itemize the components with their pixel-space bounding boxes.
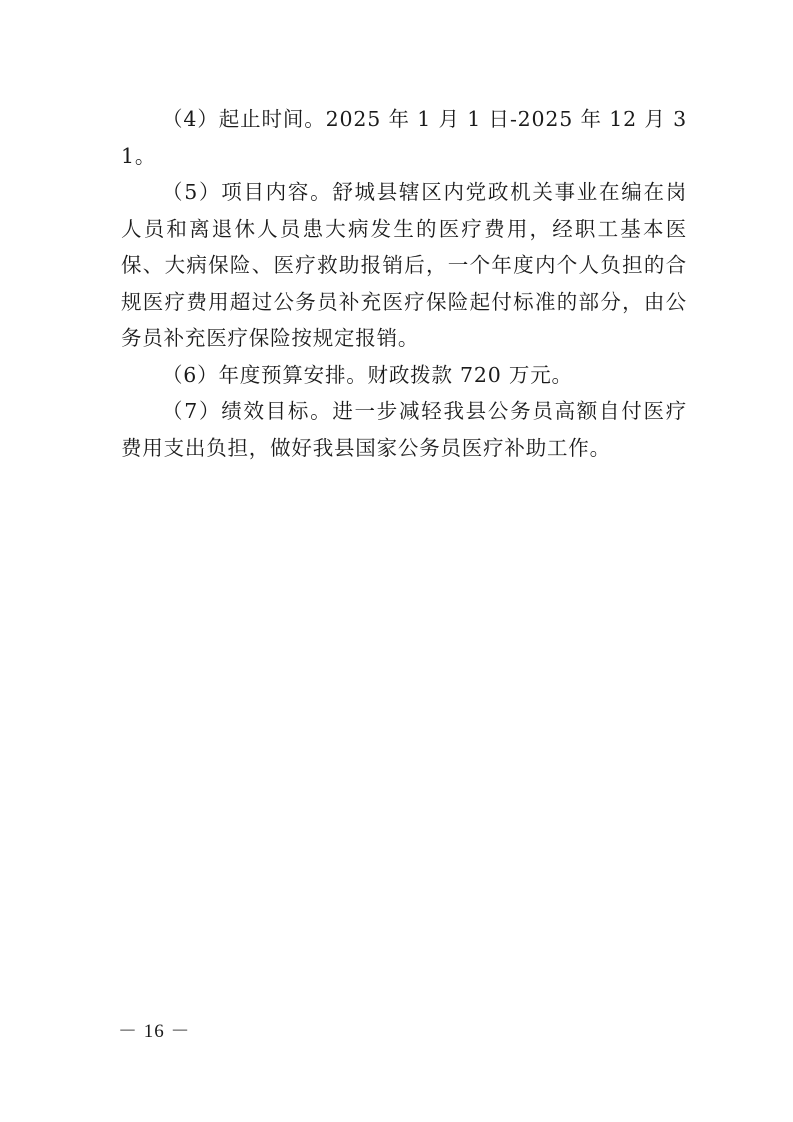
- paragraph-project-content: （5）项目内容。舒城县辖区内党政机关事业在编在岗人员和离退休人员患大病发生的医疗费用，经职工基本医保、大病保险、医疗救助报销后，一个年度内个人负担的合规医疗费用超过公务员补充医疗保险起付标准的部分，由公务员补充医疗保险按规定报销。: [121, 180, 687, 350]
- page-number: － 16 －: [118, 1021, 191, 1042]
- document-body: [121, 101, 687, 466]
- paragraph-annual-budget: （6）年度预算安排。财政拨款 720 万元。: [162, 362, 573, 387]
- paragraph-performance-goal: （7）绩效目标。进一步减轻我县公务员高额自付医疗费用支出负担，做好我县国家公务员医疗补助工作。: [121, 399, 687, 460]
- paragraph-schedule: （4）起止时间。2025 年 1 月 1 日-2025 年 12 月 31。: [121, 107, 687, 168]
